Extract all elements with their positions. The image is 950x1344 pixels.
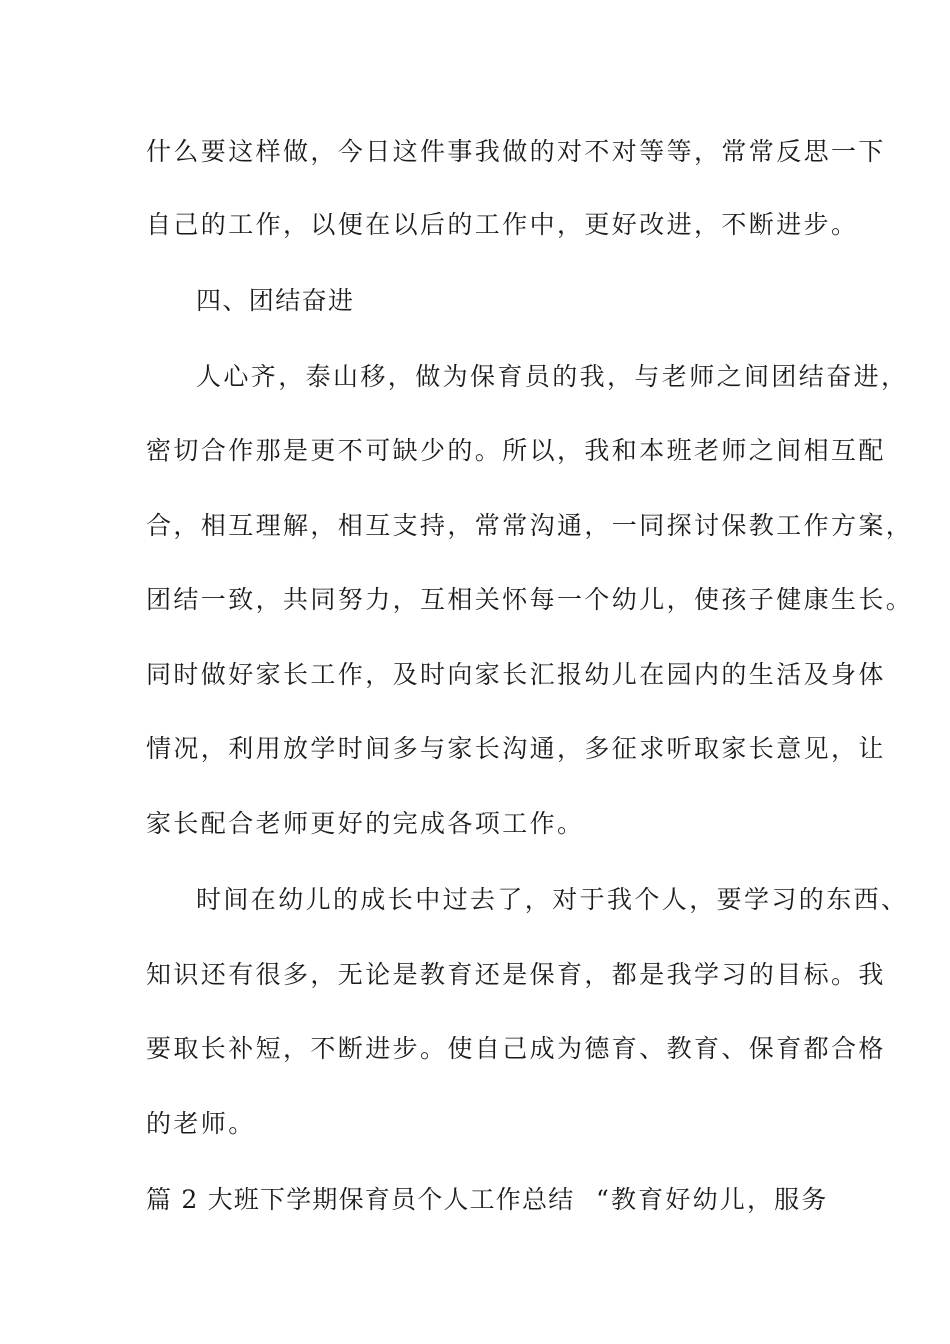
paragraph-line: 情况，利用放学时间多与家长沟通，多征求听取家长意见，让 (146, 734, 886, 763)
paragraph-line: 自己的工作，以便在以后的工作中，更好改进，不断进步。 (146, 210, 859, 239)
section-heading: 四、团结奋进 (196, 286, 355, 315)
paragraph-line: 团结一致，共同努力，互相关怀每一个幼儿，使孩子健康生长。 (146, 585, 914, 614)
paragraph-line: 家长配合老师更好的完成各项工作。 (146, 809, 585, 838)
section-quote: “教育好幼儿，服务 (596, 1185, 829, 1214)
paragraph-line: 要取长补短，不断进步。使自己成为德育、教育、保育都合格 (146, 1034, 886, 1063)
paragraph-line: 同时做好家长工作，及时向家长汇报幼儿在园内的生活及身体 (146, 660, 886, 689)
paragraph-line: 合，相互理解，相互支持，常常沟通，一同探讨保教工作方案， (146, 511, 914, 540)
paragraph-line: 时间在幼儿的成长中过去了，对于我个人，要学习的东西、 (196, 885, 909, 914)
paragraph-line: 的老师。 (146, 1109, 256, 1138)
paragraph-line: 什么要这样做，今日这件事我做的对不对等等，常常反思一下 (146, 137, 886, 166)
paragraph-line: 密切合作那是更不可缺少的。所以，我和本班老师之间相互配 (146, 436, 886, 465)
section-title: 篇 2 大班下学期保育员个人工作总结 (146, 1185, 575, 1214)
paragraph-line: 人心齐，泰山移，做为保育员的我，与老师之间团结奋进， (196, 362, 909, 391)
paragraph-line: 知识还有很多，无论是教育还是保育，都是我学习的目标。我 (146, 960, 886, 989)
